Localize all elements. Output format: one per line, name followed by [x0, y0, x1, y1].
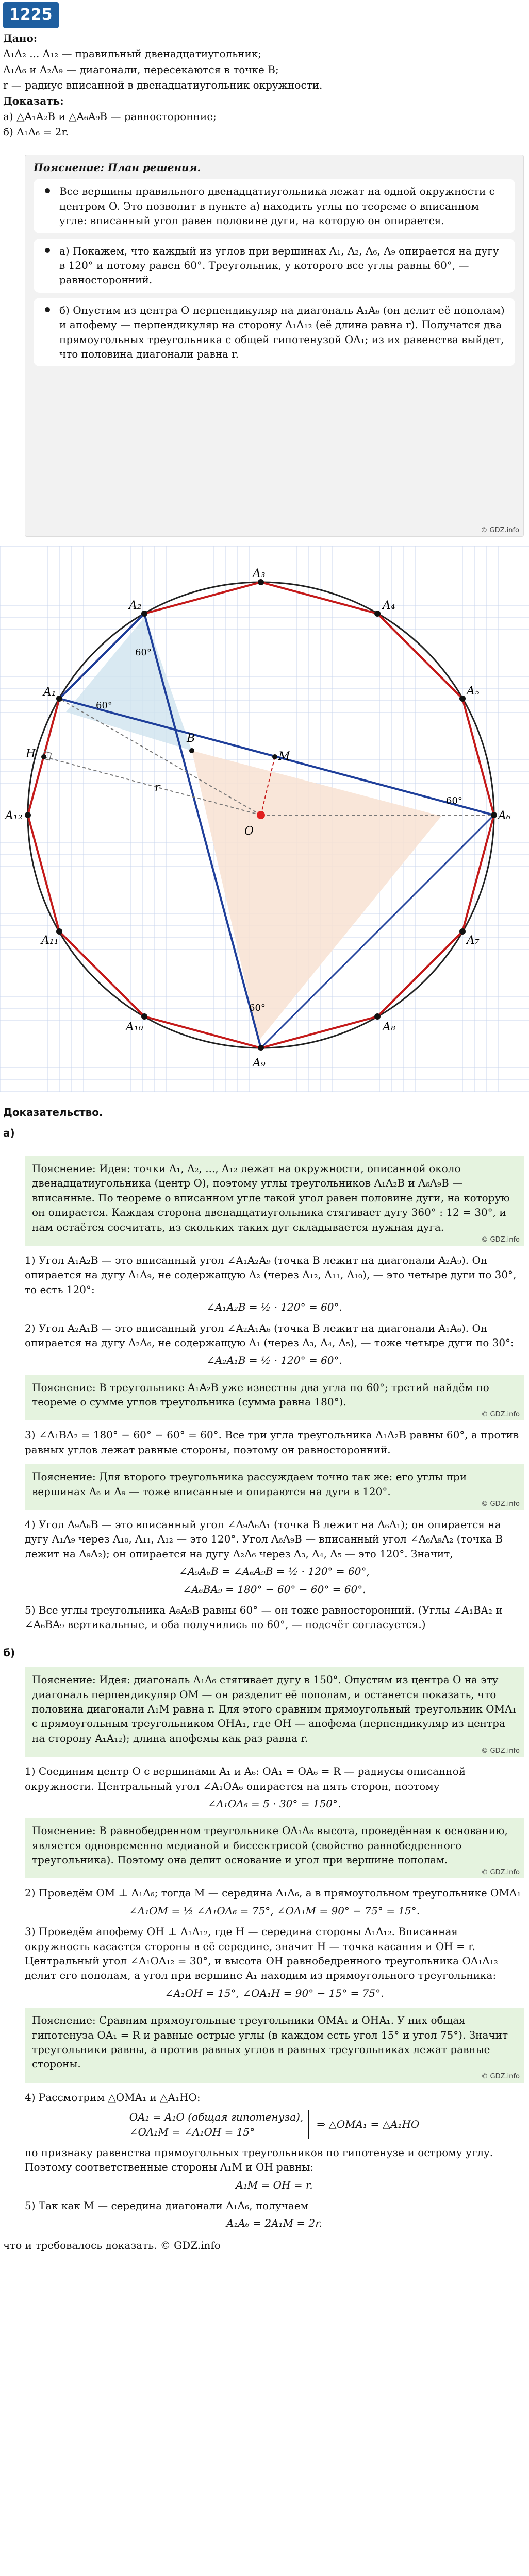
prove-line: б) A₁A₆ = 2r. — [3, 126, 69, 139]
part-b-label: б) — [3, 1646, 15, 1659]
prove-line: а) △A₁A₂B и △A₆A₉B — равносторонние; — [3, 110, 217, 123]
proof-step: 1) Угол A₁A₂B — это вписанный угол ∠A₁A₂A₉ (точка B лежит на диагонали A₂A₉). Он опирается на дугу A₁A₉, не содержащую A₂ (через A₁₂, A₁₁, A₁₀), — это четыре дуги по 30°, то есть 120°: — [25, 1253, 517, 1296]
label-a10: A₁₀ — [126, 1021, 143, 1033]
angle-a6: 60° — [446, 795, 462, 806]
explanation-box: Пояснение: В треугольнике A₁A₂B уже известны два угла по 60°; третий найдём по теореме о сумме углов треугольника (сумма равна 180°). © GDZ.info — [25, 1375, 524, 1421]
system-result: ⇒ △OMA₁ = △A₁HO — [317, 2118, 420, 2131]
label-a7: A₇ — [467, 934, 480, 947]
label-a6: A₆ — [498, 809, 511, 822]
angle-a1: 60° — [96, 700, 112, 711]
label-a12: A₁₂ — [5, 809, 23, 822]
label-a5: A₅ — [467, 685, 480, 698]
label-b: B — [187, 732, 195, 745]
label-r: r — [155, 781, 160, 794]
watermark: © GDZ.info — [481, 1235, 520, 1244]
angle-a9: 60° — [249, 1003, 266, 1013]
label-a1: A₁ — [43, 686, 56, 699]
geometry-figure — [0, 546, 529, 1092]
watermark: © GDZ.info — [481, 1869, 520, 1876]
watermark: © GDZ.info — [481, 1411, 520, 1419]
formula: ∠A₁OH = 15°, ∠OA₁H = 90° − 15° = 75°. — [164, 1987, 384, 1999]
given-line: A₁A₆ и A₂A₉ — диагонали, пересекаются в точке B; — [3, 63, 279, 76]
label-a8: A₈ — [383, 1021, 395, 1033]
explanation-box: Пояснение: Сравним прямоугольные треугольники OMA₁ и OHA₁. У них общая гипотенуза OA₁ = R и равные острые углы (в каждом есть угол 15° и угол 75°). Значит треугольники равны, а против равных углов в равных треугольниках лежат равные стороны. © GDZ.info — [25, 2008, 524, 2083]
plan-item: б) Опустим из центра O перпендикуляр на диагональ A₁A₆ (он делит её пополам) и апофему — перпендикуляр на сторону A₁A₁₂ (её длина равна r). Получатся два прямоугольных треугольника с общей гипотенузой OA₁; из их равенства выйдет, что половина диагонали равна r. — [34, 298, 515, 367]
formula: ∠A₆BA₉ = 180° − 60° − 60° = 60°. — [183, 1583, 366, 1596]
label-o: O — [244, 825, 254, 838]
watermark: © GDZ.info — [481, 1500, 520, 1508]
plan-item: Все вершины правильного двенадцатиугольника лежат на одной окружности с центром O. Это позволит в пункте а) находить углы по теореме о вписанном угле: вписанный угол равен половине дуги, на которую он опирается. — [34, 179, 515, 233]
formula: ∠A₁OM = ½ ∠A₁OA₆ = 75°, ∠OA₁M = 90° − 75° = 15°. — [128, 1904, 420, 1917]
explanation-box: Пояснение: Идея: диагональ A₁A₆ стягивает дугу в 150°. Опустим из центра O на эту диагональ перпендикуляр OM — он разделит её пополам, и останется показать, что половина диагонали A₁M равна r. Для этого сравним прямоугольный треугольник OMA₁ с прямоугольным треугольником OHA₁, где OH — апофема (перпендикуляр из центра на сторону A₁A₁₂); длина апофемы как раз равна r. © GDZ.info — [25, 1667, 524, 1757]
plan-item: а) Покажем, что каждый из углов при вершинах A₁, A₂, A₆, A₉ опирается на дугу в 120° и потому равен 60°. Треугольник, у которого все углы равны 60°, — равносторонний. — [34, 239, 515, 293]
proof-step: 3) ∠A₁BA₂ = 180° − 60° − 60° = 60°. Все три угла треугольника A₁A₂B равны 60°, а против равных углов лежат равные стороны, поэтому он равносторонний. — [25, 1429, 519, 1456]
problem-number: 1225 — [3, 2, 59, 28]
formula: ∠A₁A₂B = ½ · 120° = 60°. — [206, 1301, 342, 1314]
proof-blocks — [3, 1149, 524, 2252]
watermark: © GDZ.info — [481, 526, 519, 534]
plan-box — [25, 155, 524, 537]
conclusion: что и требовалось доказать. © GDZ.info — [3, 2239, 221, 2251]
system-lines — [129, 2110, 310, 2139]
label-h: H — [26, 748, 36, 760]
proof-title: Доказательство. — [3, 1106, 103, 1118]
proof-step: 2) Проведём OM ⊥ A₁A₆; тогда M — середина A₁A₆, а в прямоугольном треугольнике OMA₁ — [25, 1887, 521, 1900]
part-a-label: а) — [3, 1127, 15, 1139]
system-line: OA₁ = A₁O (общая гипотенуза), — [129, 2111, 304, 2124]
center-o — [257, 811, 265, 819]
proof-step: 1) Соединим центр O с вершинами A₁ и A₆: OA₁ = OA₆ = R — радиусы описанной окружности. Центральный угол ∠A₁OA₆ опирается на пять сторон, поэтому — [25, 1765, 466, 1792]
proof-step: 5) Все углы треугольника A₆A₉B равны 60° — он тоже равносторонний. (Углы ∠A₁BA₂ и ∠A₆BA₉ вертикальные, и оба получились по 60°, — подсчёт согласуется.) — [25, 1603, 503, 1631]
proof-step: 5) Так как M — середина диагонали A₁A₆, получаем — [25, 2199, 309, 2212]
label-a11: A₁₁ — [41, 934, 59, 947]
proof-step: 3) Проведём апофему OH ⊥ A₁A₁₂, где H — середина стороны A₁A₁₂. Вписанная окружность касается стороны в её середине, значит H — точка касания и OH = r. Центральный угол ∠A₁OA₁₂ = 30°, и высота OH равнобедренного треугольника OA₁A₁₂ делит его пополам, а угол при вершине A₁ находим из прямоугольного треугольника: — [25, 1925, 498, 1982]
explanation-box: Пояснение: Идея: точки A₁, A₂, ..., A₁₂ лежат на окружности, описанной около двенадцатиугольника (центр O), поэтому углы треугольников A₁A₂B и A₆A₉B — вписанные. По теореме о вписанном угле такой угол равен половине дуги, на которую он опирается. Каждая сторона двенадцатиугольника стягивает дугу 360° : 12 = 30°, и нам остаётся сосчитать, из скольких таких дуг складывается нужная дуга. © GDZ.info — [25, 1156, 524, 1246]
system-line: ∠OA₁M = ∠A₁OH = 15° — [129, 2125, 255, 2138]
watermark: © GDZ.info — [481, 1747, 520, 1755]
label-a2: A₂ — [129, 599, 142, 612]
label-a4: A₄ — [383, 599, 395, 612]
label-a9: A₉ — [253, 1057, 266, 1070]
explanation-box: Пояснение: Для второго треугольника рассуждаем точно так же: его углы при вершинах A₆ и A₉ — тоже вписанные и опираются на дуги в 120°. © GDZ.info — [25, 1464, 524, 1510]
formula: ∠A₉A₆B = ∠A₆A₉B = ½ · 120° = 60°, — [179, 1565, 370, 1578]
label-a3: A₃ — [253, 567, 266, 580]
given-line: A₁A₂ ... A₁₂ — правильный двенадцатиугольник; — [3, 47, 262, 60]
formula: ∠A₂A₁B = ½ · 120° = 60°. — [206, 1354, 342, 1367]
prove-title: Доказать: — [3, 94, 64, 107]
formula: A₁A₆ = 2A₁M = 2r. — [226, 2217, 322, 2230]
formula: A₁M = OH = r. — [236, 2178, 313, 2191]
label-m: M — [278, 750, 290, 763]
system-formula — [25, 2110, 524, 2139]
given-title: Дано: — [3, 32, 38, 44]
angle-a2: 60° — [135, 647, 152, 658]
explanation-box: Пояснение: В равнобедренном треугольнике OA₁A₆ высота, проведённая к основанию, является одновременно медианой и биссектрисой (свойство равнобедренного треугольника). Поэтому она делит основание и угол при вершине пополам. © GDZ.info — [25, 1818, 524, 1878]
proof-step: по признаку равенства прямоугольных треугольников по гипотенузе и острому углу. Поэтому соответственные стороны A₁M и OH равны: — [25, 2146, 493, 2174]
formula: ∠A₁OA₆ = 5 · 30° = 150°. — [207, 1797, 341, 1810]
given-section — [3, 31, 524, 141]
given-line: r — радиус вписанной в двенадцатиугольник окружности. — [3, 79, 323, 92]
proof-step: 4) Угол A₉A₆B — это вписанный угол ∠A₉A₆A₁ (точка B лежит на A₆A₁); он опирается на дугу A₁A₉ через A₁₀, A₁₁, A₁₂ — это 120°. Угол A₆A₉B — вписанный угол ∠A₆A₉A₂ (точка B лежит на A₉A₂); он опирается на дугу A₂A₆ через A₃, A₄, A₅ — это 120°. Значит, — [25, 1518, 503, 1560]
plan-title: Пояснение: План решения. — [34, 161, 201, 174]
proof-step: 2) Угол A₂A₁B — это вписанный угол ∠A₂A₁A₆ (точка B лежит на диагонали A₁A₆). Он опирается на дугу A₂A₆, не содержащую A₁ (через A₃, A₄, A₅), — тоже четыре дуги по 30°: — [25, 1321, 514, 1349]
proof-step: 4) Рассмотрим △OMA₁ и △A₁HO: — [25, 2091, 201, 2104]
watermark: © GDZ.info — [481, 2073, 520, 2081]
